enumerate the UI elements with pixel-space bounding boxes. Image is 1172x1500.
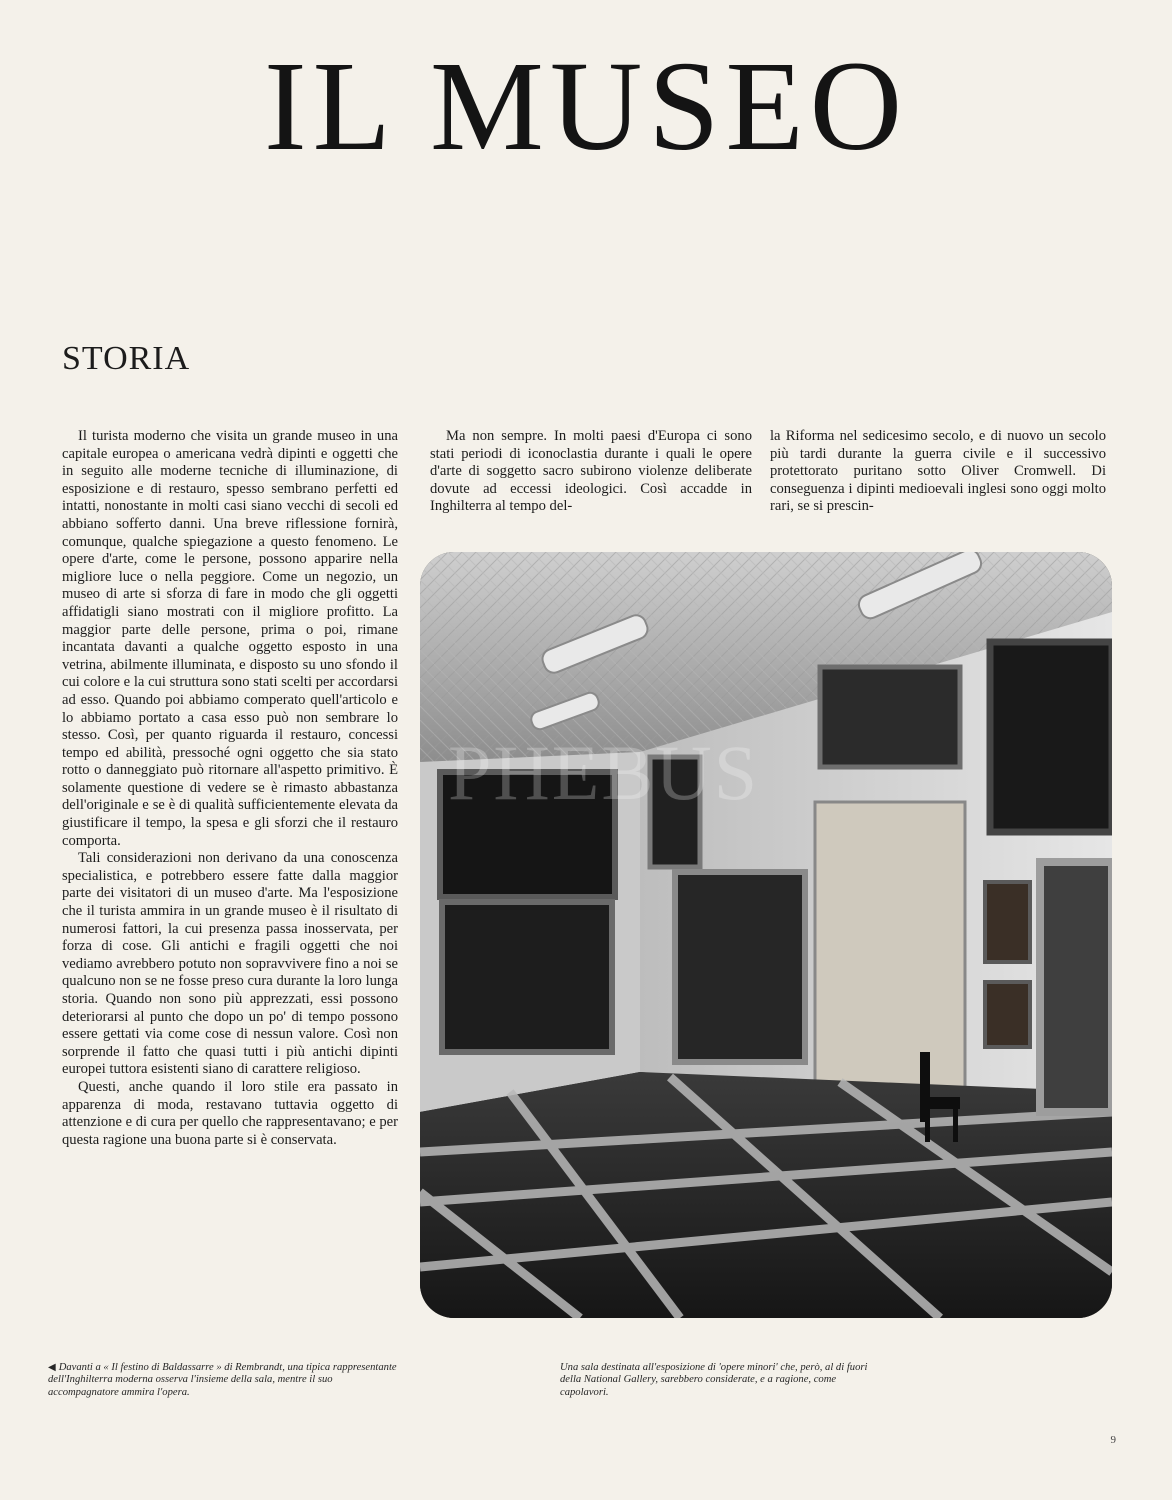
page-title: IL MUSEO bbox=[263, 35, 909, 177]
text-column-3 bbox=[770, 428, 1106, 516]
text-column-2 bbox=[430, 428, 752, 516]
triangle-left-icon: ◀ bbox=[48, 1362, 56, 1373]
photo-caption-right bbox=[560, 1362, 880, 1399]
text-column-1 bbox=[62, 428, 398, 1149]
section-heading: STORIA bbox=[62, 340, 191, 377]
paragraph: Il turista moderno che visita un grande museo in una capitale europea o americana vedrà dipinti e oggetti che in seguito alle moderne tecniche di illuminazione, di esposizione e di restauro, spesso sembrano perfetti ed intatti, nonostante in molti casi siano vecchi di secoli ed abbiano sofferto danni. Una breve riflessione fornirà, comunque, qualche spiegazione a questo fenomeno. Le opere d'arte, come le persone, possono apparire nella migliore luce o nella peggiore. Come un negozio, un museo di arte si sforza di fare in modo che gli oggetti affidatigli siano mostrati con il migliore profitto. La maggior parte delle persone, prima o poi, rimane incantata davanti a qualche oggetto esposto in una vetrina, abilmente illuminata, e disposto su uno sfondo il cui colore e la cui struttura sono stati scelti per accordarsi ad esso. Quando poi abbiamo comperato quell'articolo e lo abbiamo portato a casa esso può non sembrare lo stesso. Così, per quanto riguarda il restauro, concessi tempo ed abilità, pressoché ogni oggetto che sia stato rotto o danneggiato può ritornare all'aspetto primitivo. È solamente questione di vedere se è rimasto abbastanza dell'originale e se è di qualità sufficientemente elevata da giustificare il tempo, la spesa e gli sforzi che il restauro comporta. bbox=[62, 428, 398, 849]
paragraph: Tali considerazioni non derivano da una conoscenza specialistica, e potrebbero essere fatte dalla maggior parte dei visitatori di un museo d'arte. Ma l'esposizione che il turista ammira in un grande museo è il risultato di numerosi fattori, la cui presenza passa inosservata, per forza di cose. Gli antichi e fragili oggetti che noi vediamo avrebbero potuto non sopravvivere fino a noi se qualcuno non se ne fosse preso cura durante la loro lunga storia. Quando non sono più apprezzati, essi possono deteriorarsi al punto che dopo un po' di tempo possono essere gettati via come cose di nessun valore. Così non sorprende il fatto che quasi tutti i più antichi dipinti europei tuttora esistenti siano di carattere religioso. bbox=[62, 850, 398, 1078]
paragraph: Ma non sempre. In molti paesi d'Europa ci sono stati periodi di iconoclastia durante i quali le opere d'arte di soggetto sacro subirono violenze deliberate dovute ad eccessi ideologici. Così accadde in Inghilterra al tempo del- bbox=[430, 428, 752, 515]
watermark: PHEBUS bbox=[448, 729, 760, 816]
photo-caption-left bbox=[48, 1362, 400, 1399]
caption-text: Davanti a « Il festino di Baldassarre » di Rembrandt, una tipica rappresentante dell'Inghilterra moderna osserva l'insieme della sala, mentre il suo accompagnatore ammira l'opera. bbox=[48, 1362, 397, 1398]
caption-text: Una sala destinata all'esposizione di 'opere minori' che, però, al di fuori della National Gallery, sarebbero considerate, e a ragione, come capolavori. bbox=[560, 1362, 868, 1398]
page-number: 9 bbox=[1110, 1434, 1116, 1446]
gallery-photo-illustration bbox=[420, 552, 1112, 1318]
paragraph: Questi, anche quando il loro stile era passato in apparenza di moda, restavano tuttavia oggetto di attenzione e di cura per quello che rappresentavano; e per questa ragione una buona parte si è conservata. bbox=[62, 1078, 398, 1148]
paragraph: la Riforma nel sedicesimo secolo, e di nuovo un secolo più tardi durante la guerra civile e il successivo protettorato puritano sotto Oliver Cromwell. Di conseguenza i dipinti medioevali inglesi sono oggi molto rari, se si prescin- bbox=[770, 428, 1106, 515]
gallery-room-photo bbox=[420, 552, 1112, 1318]
